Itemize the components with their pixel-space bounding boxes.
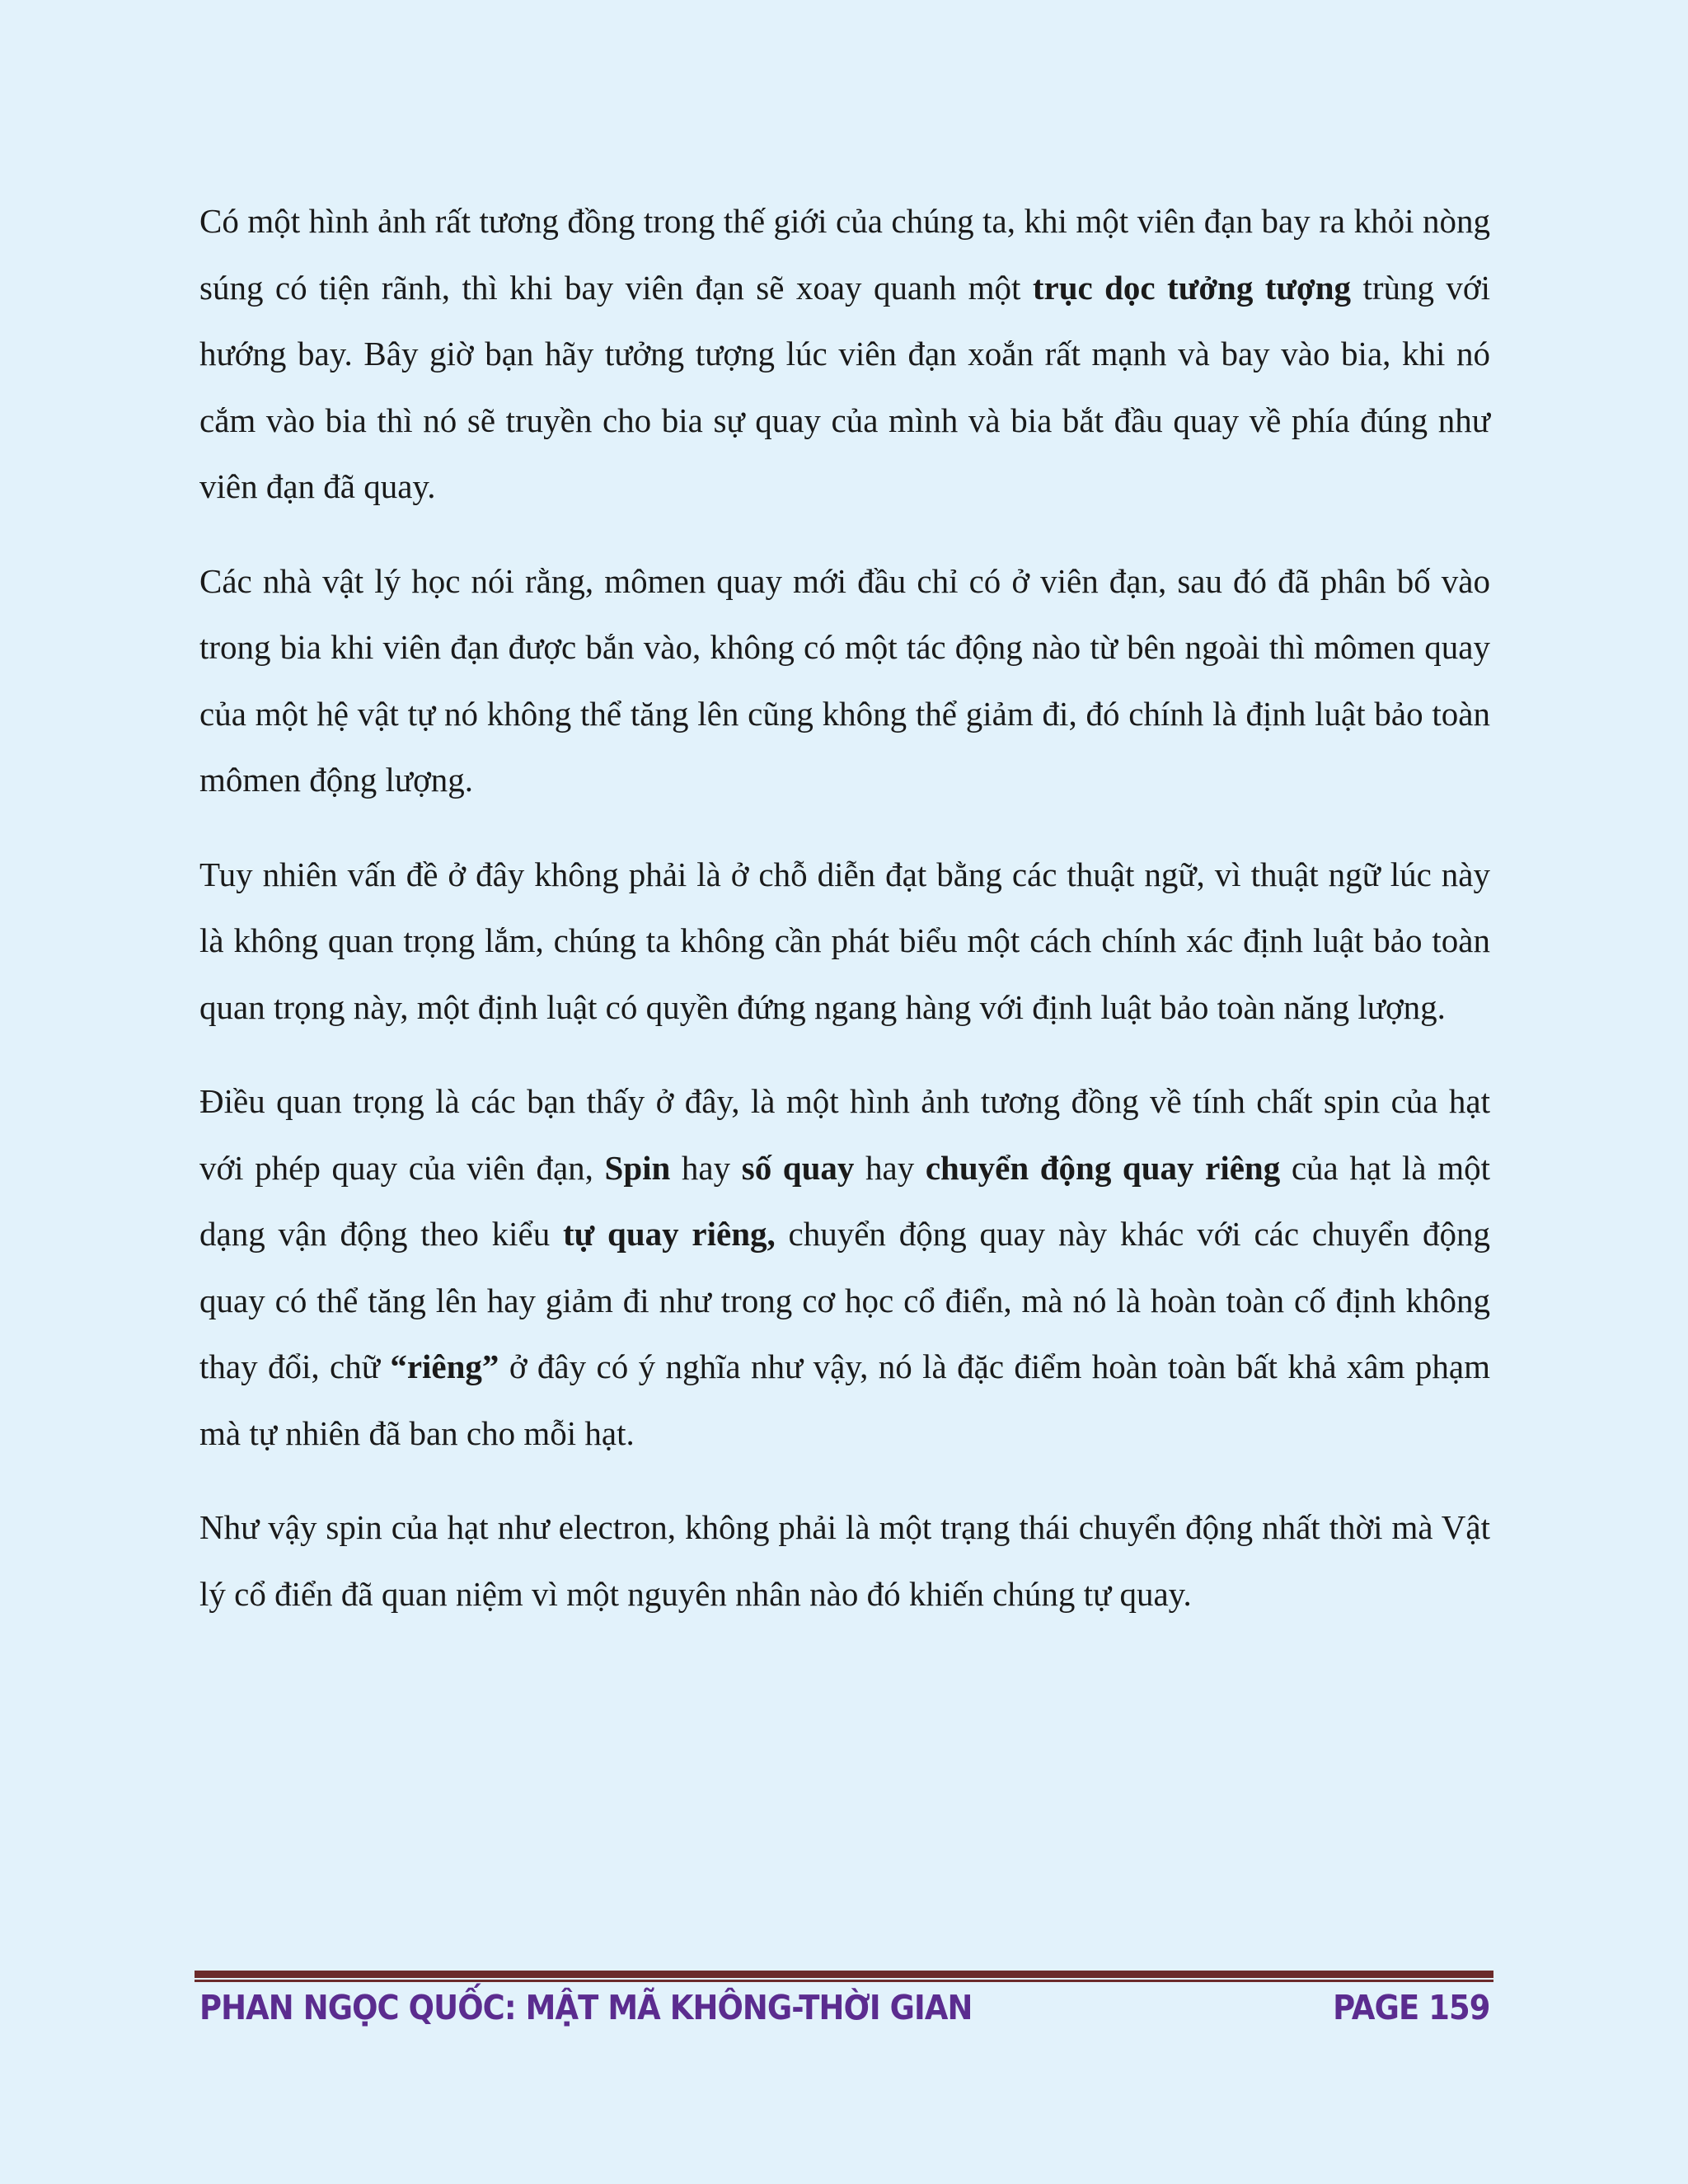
bold-term-truc-doc-tuong-tuong: trục dọc tưởng tượng <box>1032 268 1352 307</box>
paragraph-1 <box>199 188 1490 520</box>
text-segment: Có một hình ảnh rất tương đồng trong thế giới của chúng ta, khi một viên đạn bay ra khỏi nòng súng có tiện rãnh, thì khi bay viên đạn sẽ xoay quanh một <box>199 202 1490 307</box>
text-segment: trùng với hướng bay. Bây giờ bạn hãy tưởng tượng lúc viên đạn xoắn rất mạnh và bay vào bia, khi nó cắm vào bia thì nó sẽ truyền cho bia sự quay của mình và bia bắt đầu quay về phía đúng như viên đạn đã quay. <box>199 268 1490 505</box>
footer-divider <box>195 1971 1493 1982</box>
bold-term-rieng: “riêng” <box>390 1347 499 1385</box>
page-footer <box>199 1988 1490 2037</box>
bold-term-so-quay: số quay <box>741 1148 855 1187</box>
text-segment: Tuy nhiên vấn đề ở đây không phải là ở chỗ diễn đạt bằng các thuật ngữ, vì thuật ngữ lúc này là không quan trọng lắm, chúng ta không cần phát biểu một cách chính xác định luật bảo toàn quan trọng này, một định luật có quyền đứng ngang hàng với định luật bảo toàn năng lượng. <box>199 855 1490 1026</box>
text-segment: Điều quan trọng là các bạn thấy ở đây, là một hình ảnh tương đồng về tính chất spin của hạt với phép quay của viên đạn, <box>199 1082 1490 1187</box>
bold-term-tu-quay-rieng: tự quay riêng, <box>562 1215 776 1253</box>
footer-divider-thin <box>195 1980 1493 1982</box>
paragraph-5 <box>199 1494 1490 1627</box>
bold-term-spin: Spin <box>604 1148 671 1187</box>
footer-page-number: PAGE 159 <box>1333 1988 1490 2027</box>
text-segment: ở đây có ý nghĩa như vậy, nó là đặc điểm hoàn toàn bất khả xâm phạm mà tự nhiên đã ban cho mỗi hạt. <box>199 1347 1491 1452</box>
text-segment: hay <box>854 1148 926 1187</box>
paragraph-3 <box>199 841 1490 1041</box>
text-segment: của hạt là một dạng vận động theo kiểu <box>199 1148 1490 1253</box>
text-segment: chuyển động quay này khác với các chuyển động quay có thể tăng lên hay giảm đi như trong cơ học cổ điển, mà nó là hoàn toàn cố định không thay đổi, chữ <box>199 1215 1491 1385</box>
paragraph-4 <box>199 1068 1490 1466</box>
text-segment: Các nhà vật lý học nói rằng, mômen quay mới đầu chỉ có ở viên đạn, sau đó đã phân bố vào trong bia khi viên đạn được bắn vào, không có một tác động nào từ bên ngoài thì mômen quay của một hệ vật tự nó không thể tăng lên cũng không thể giảm đi, đó chính là định luật bảo toàn mômen động lượng. <box>199 561 1490 799</box>
text-segment: hay <box>670 1148 742 1187</box>
text-segment: Như vậy spin của hạt như electron, không phải là một trạng thái chuyển động nhất thời mà Vật lý cổ điển đã quan niệm vì một nguyên nhân nào đó khiến chúng tự quay. <box>199 1508 1490 1613</box>
page-body <box>199 188 1490 1655</box>
footer-book-title: PHAN NGỌC QUỐC: MẬT MÃ KHÔNG-THỜI GIAN <box>199 1988 973 2027</box>
paragraph-2 <box>199 548 1490 813</box>
footer-divider-thick <box>195 1971 1493 1978</box>
bold-term-chuyen-dong-quay-rieng: chuyển động quay riêng <box>925 1148 1281 1187</box>
